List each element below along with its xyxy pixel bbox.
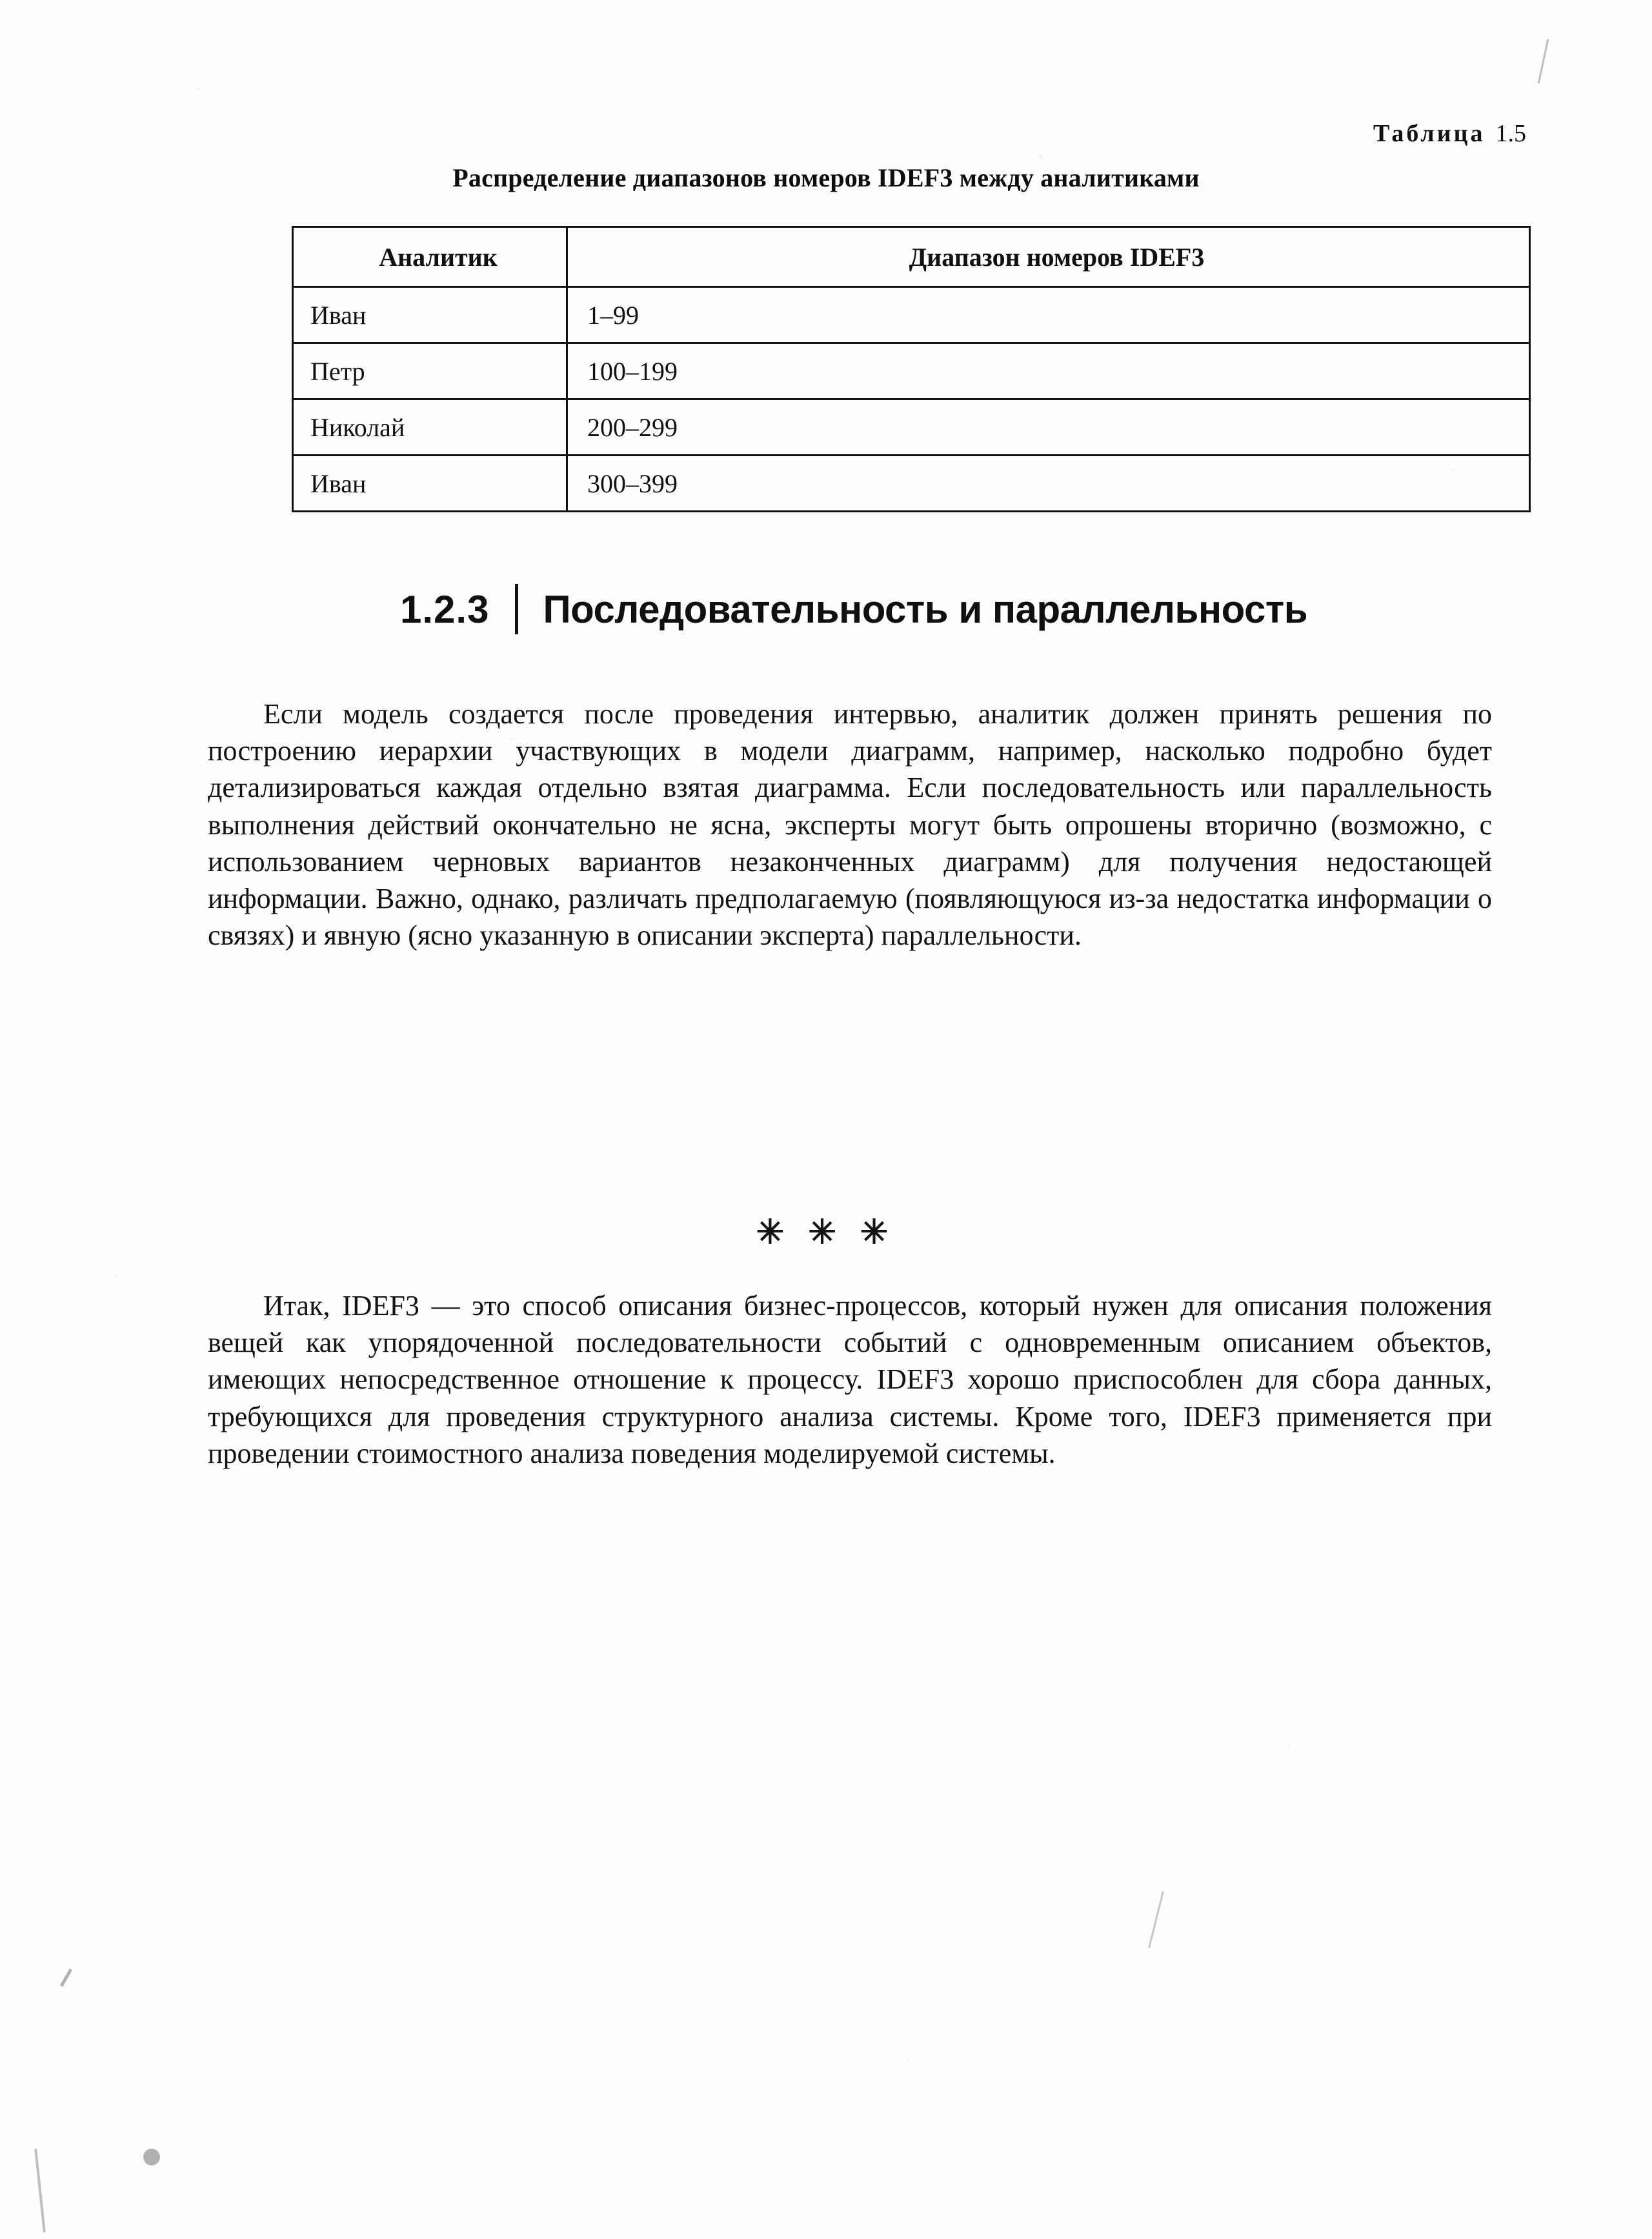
paragraph-block-1 (208, 696, 1492, 954)
cell-analyst: Петр (293, 343, 567, 399)
scan-artifact (1538, 39, 1549, 83)
table-header-row (293, 227, 1530, 287)
scan-artifact (60, 1969, 72, 1987)
paragraph-2: Итак, IDEF3 — это способ описания бизнес-процессов, который нужен для описания положения вещей как упорядоченной последовательности событий с одновременным описанием объектов, имеющих непосредственное отношение к процессу. IDEF3 хорошо приспособлен для сбора данных, требующихся для проведения структурного анализа системы. Кроме того, IDEF3 применяется при проведении стоимостного анализа поведения моделируемой системы. (208, 1290, 1492, 1469)
scan-artifact (143, 2149, 160, 2165)
paragraph-1: Если модель создается после проведения интервью, аналитик должен принять решения по построению иерархии участвующих в модели диаграмм, например, насколько подробно будет детализироваться каждая отдельно взятая диаграмма. Если последовательность или параллельность выполнения действий окончательно не ясна, эксперты могут быть опрошены вторично (возможно, с использованием черновых вариантов незаконченных диаграмм) для получения недостающей информации. Важно, однако, различать предполагаемую (появляющуюся из-за недостатка информации о связях) и явную (ясно указанную в описании эксперта) параллельности. (208, 698, 1492, 952)
cell-range: 1–99 (567, 287, 1530, 343)
table-header-range: Диапазон номеров IDEF3 (567, 227, 1530, 287)
paragraph-block-2 (208, 1287, 1492, 1472)
table-row (293, 456, 1530, 512)
cell-range: 100–199 (567, 343, 1530, 399)
section-divider (515, 584, 518, 634)
cell-analyst: Николай (293, 399, 567, 456)
table-row (293, 399, 1530, 456)
cell-analyst: Иван (293, 287, 567, 343)
table-row (293, 287, 1530, 343)
table-row (293, 343, 1530, 399)
scan-artifact (1148, 1891, 1164, 1948)
cell-range: 200–299 (567, 399, 1530, 456)
analyst-range-table (292, 226, 1531, 512)
table-header-analyst: Аналитик (293, 227, 567, 287)
section-title: Последовательность и параллельность (543, 587, 1308, 631)
section-number: 1.2.3 (400, 587, 490, 631)
table-label-word: Таблица (1373, 120, 1486, 147)
table-label-number: 1.5 (1495, 120, 1526, 147)
cell-range: 300–399 (567, 456, 1530, 512)
section-heading (400, 584, 1307, 634)
scan-artifact (34, 2149, 46, 2233)
section-separator: ✳ ✳ ✳ (756, 1214, 896, 1251)
cell-analyst: Иван (293, 456, 567, 512)
table-title: Распределение диапазонов номеров IDEF3 между аналитиками (452, 163, 1200, 192)
table-label (1373, 119, 1526, 148)
